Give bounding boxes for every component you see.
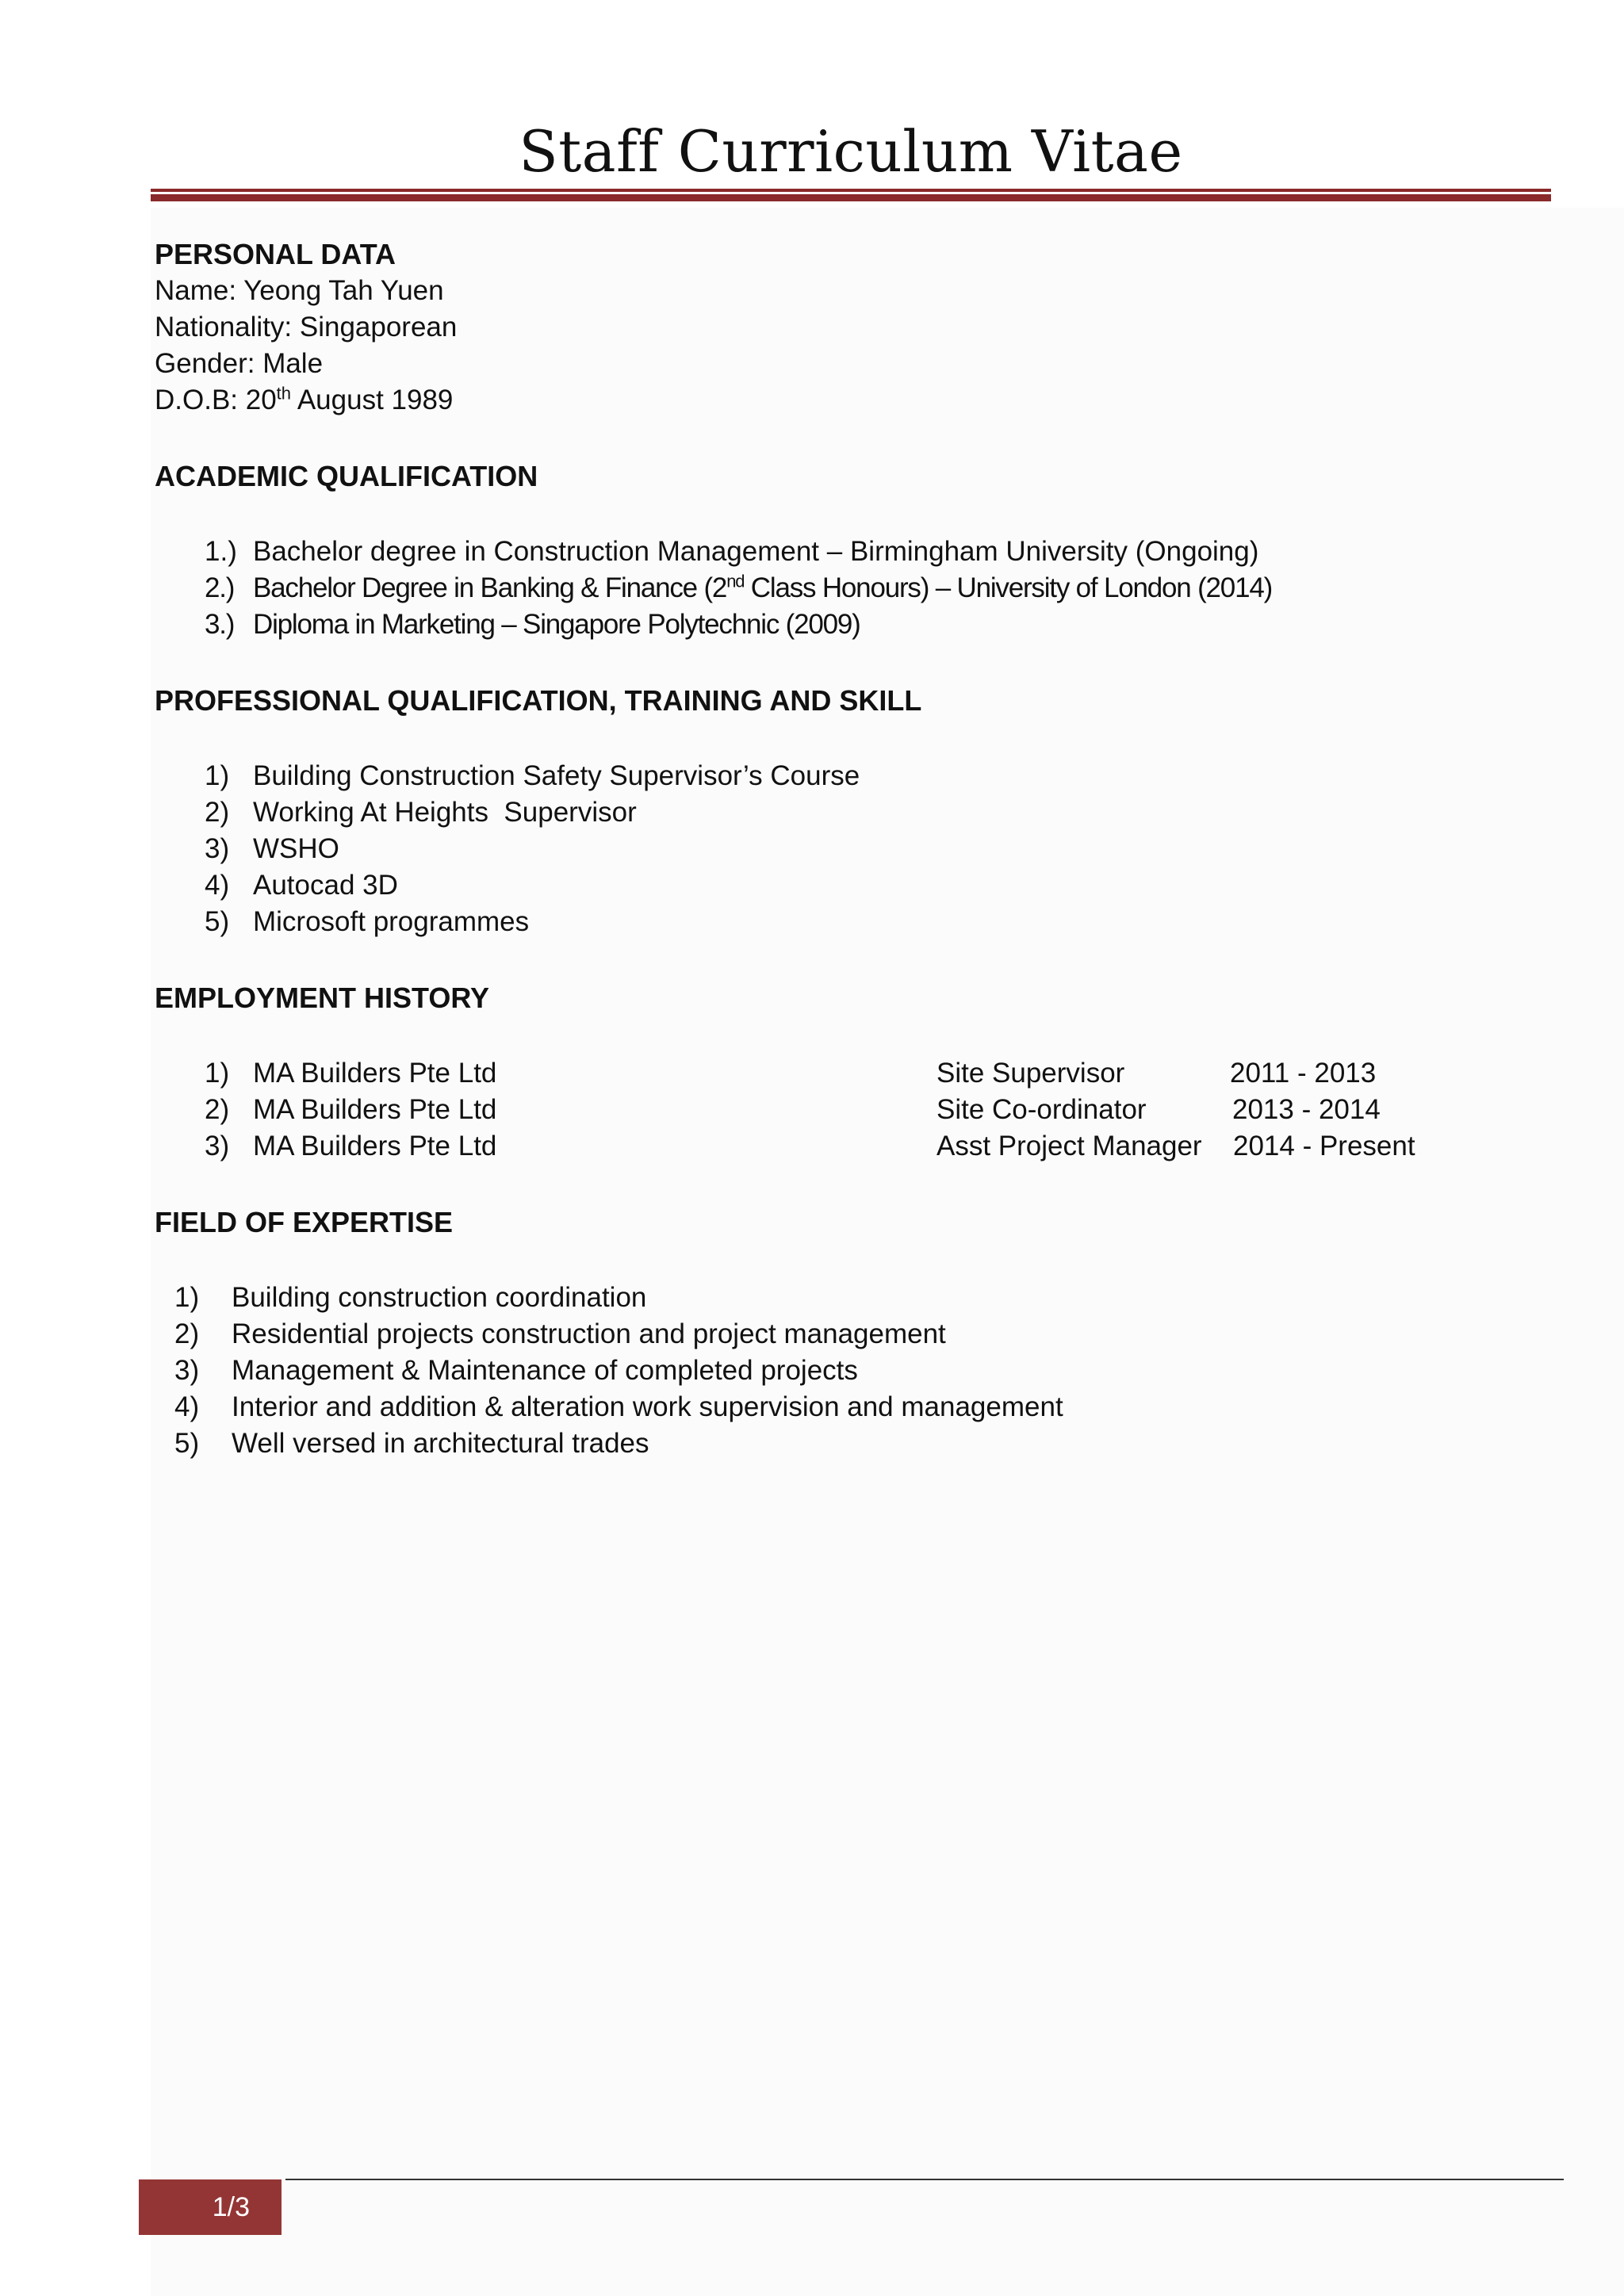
dob-line [155,382,1550,419]
employment-company: MA Builders Pte Ltd [253,1058,497,1089]
academic-list [155,534,1550,643]
list-item [155,831,1550,867]
dob-prefix: D.O.B: 20 [155,385,277,415]
list-item [155,570,1550,607]
list-text: Well versed in architectural trades [232,1428,649,1459]
list-text: Working At Heights Supervisor [253,797,637,828]
list-number: 3) [174,1355,200,1386]
list-text-pre: Bachelor Degree in Banking & Finance (2 [253,572,727,603]
employment-period: 2013 - 2014 [1232,1094,1381,1125]
list-item [155,904,1550,940]
academic-heading: ACADEMIC QUALIFICATION [155,460,538,492]
title-rule-thin [151,189,1551,192]
professional-section [155,683,1550,940]
list-number: 1) [205,760,230,791]
document-title: Staff Curriculum Vitae [519,118,1183,185]
dob-superscript: th [276,383,292,404]
title-rule-thick [151,194,1551,201]
personal-data-section [155,236,1550,419]
list-item [155,1353,1550,1389]
list-item [155,1425,1550,1462]
personal-data-heading: PERSONAL DATA [155,238,396,270]
employment-role: Asst Project Manager [936,1131,1202,1161]
list-text: Microsoft programmes [253,906,530,937]
list-number: 3) [205,833,230,864]
list-number: 3) [205,1131,230,1161]
employment-row [155,1092,1550,1128]
employment-heading: EMPLOYMENT HISTORY [155,982,490,1014]
list-number: 2) [174,1318,200,1349]
list-item [155,534,1550,570]
list-text-post: Class Honours) – University of London (2014) [744,572,1273,603]
professional-heading: PROFESSIONAL QUALIFICATION, TRAINING AND SKILL [155,684,922,717]
list-number: 4) [174,1391,200,1422]
list-item [155,758,1550,794]
nationality-line: Nationality: Singaporean [155,312,458,342]
list-text: Management & Maintenance of completed projects [232,1355,858,1386]
page-number-badge: 1/3 [139,2179,282,2235]
list-text [253,570,1272,607]
list-text: WSHO [253,833,339,864]
professional-list [155,758,1550,940]
list-number: 1.) [205,536,237,567]
expertise-heading: FIELD OF EXPERTISE [155,1206,454,1238]
employment-period: 2014 - Present [1233,1131,1415,1161]
list-number: 5) [174,1428,200,1459]
employment-list [155,1055,1550,1165]
name-line: Name: Yeong Tah Yuen [155,275,444,306]
expertise-list [155,1280,1550,1462]
academic-section [155,458,1550,643]
list-text: Diploma in Marketing – Singapore Polytechnic (2009) [253,609,860,640]
employment-section [155,980,1550,1165]
list-item [155,1280,1550,1316]
list-item [155,607,1550,643]
list-number: 2.) [205,572,235,603]
employment-company: MA Builders Pte Ltd [253,1131,497,1161]
list-number: 1) [174,1282,200,1313]
list-number: 4) [205,870,230,901]
employment-period: 2011 - 2013 [1230,1058,1377,1089]
list-text: Residential projects construction and project management [232,1318,946,1349]
expertise-section [155,1204,1550,1462]
footer-rule [285,2179,1564,2180]
list-text: Building Construction Safety Supervisor’s Course [253,760,860,791]
employment-row [155,1055,1550,1092]
list-item [155,1389,1550,1425]
list-number: 5) [205,906,230,937]
employment-company: MA Builders Pte Ltd [253,1094,497,1125]
list-number: 1) [205,1058,230,1089]
gender-line: Gender: Male [155,348,324,379]
list-number: 2) [205,1094,230,1125]
list-text: Interior and addition & alteration work supervision and management [232,1391,1063,1422]
list-text: Building construction coordination [232,1282,647,1313]
dob-suffix: August 1989 [291,385,454,415]
list-text: Bachelor degree in Construction Management – Birmingham University (Ongoing) [253,536,1259,567]
employment-row [155,1128,1550,1165]
list-text-superscript: nd [726,571,745,591]
list-text: Autocad 3D [253,870,398,901]
list-item [155,794,1550,831]
cv-content [155,236,1550,1462]
list-number: 2) [205,797,230,828]
list-item [155,1316,1550,1353]
employment-role: Site Supervisor [936,1058,1125,1089]
list-number: 3.) [205,609,235,640]
list-item [155,867,1550,904]
employment-role: Site Co-ordinator [936,1094,1147,1125]
